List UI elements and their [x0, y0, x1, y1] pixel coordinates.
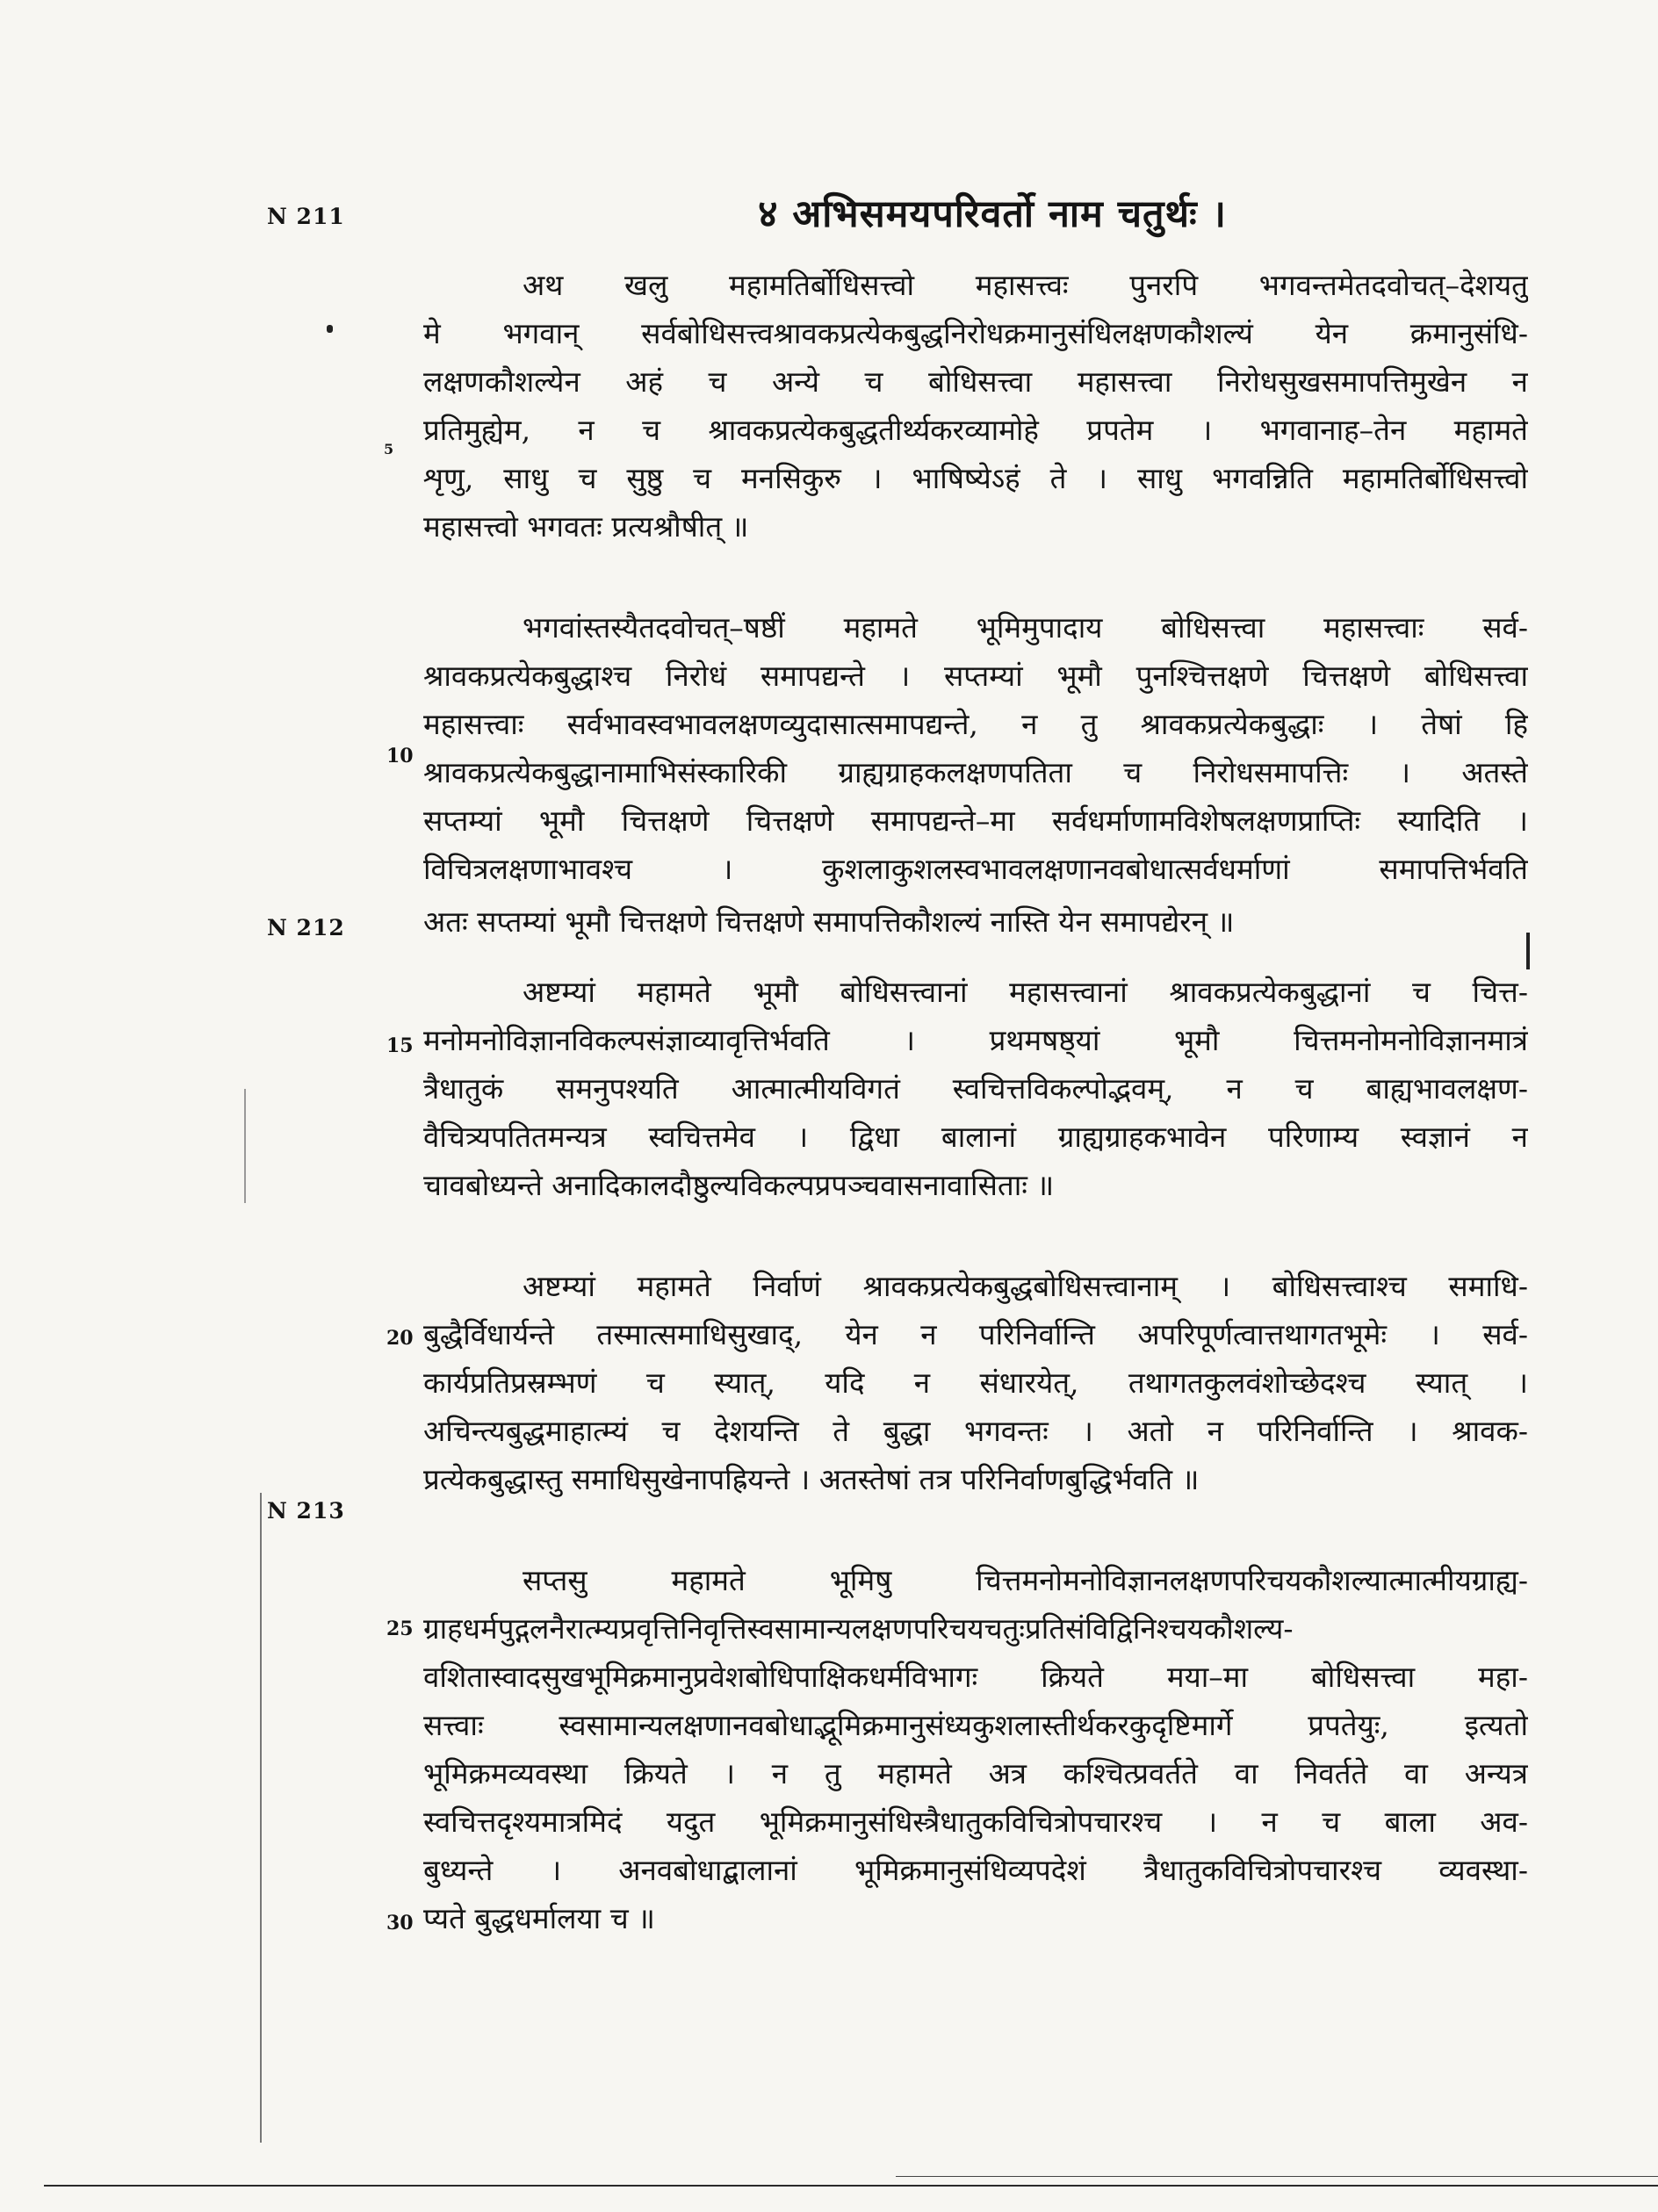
- margin-scan-stroke: [244, 1089, 246, 1203]
- text-line: स्वचित्तदृश्यमात्रमिदं यदुत भूमिक्रमानुसंधिस्त्रैधातुकविचित्रोपचारश्च । न च बाला अव-: [423, 1805, 1528, 1839]
- line-number-10: 10: [386, 745, 414, 767]
- text-line: त्रैधातुकं समनुपश्यति आत्मात्मीयविगतं स्वचित्तविकल्पोद्भवम्, न च बाह्यभावलक्षण-: [423, 1071, 1528, 1106]
- text-line: कार्यप्रतिप्रस्रम्भणं च स्यात्, यदि न संधारयेत्, तथागतकुलवंशोच्छेदश्च स्यात् ।: [423, 1365, 1528, 1400]
- margin-dot-mark: [327, 325, 333, 333]
- text-line: वैचित्र्यपतितमन्यत्र स्वचित्तमेव । द्विधा बालानां ग्राह्यग्राहकभावेन परिणाम्य स्वज्ञानं न: [423, 1120, 1528, 1154]
- chapter-heading: ४ अभिसमयपरिवर्तो नाम चतुर्थः ।: [758, 192, 1227, 236]
- page-bottom-rule: [44, 2185, 1658, 2187]
- text-line: श्रावकप्रत्येकबुद्धाश्च निरोधं समापद्यन्ते । सप्तम्यां भूमौ पुनश्चित्तक्षणे चित्तक्षणे बोधिसत्त्वा: [423, 659, 1528, 693]
- text-line: लक्षणकौशल्येन अहं च अन्ये च बोधिसत्त्वा महासत्त्वा निरोधसुखसमापत्तिमुखेन न: [423, 364, 1528, 399]
- margin-reference-n211: N 211: [267, 204, 345, 229]
- text-line: प्यते बुद्धधर्मालया च ॥: [423, 1901, 655, 1935]
- text-line: अतः सप्तम्यां भूमौ चित्तक्षणे चित्तक्षणे समापत्तिकौशल्यं नास्ति येन समापद्येरन् ॥: [423, 904, 1235, 939]
- text-line: बुद्धैर्विधार्यन्ते तस्मात्समाधिसुखाद्, येन न परिनिर्वान्ति अपरिपूर्णत्वात्तथागतभूमेः । सर्व-: [423, 1317, 1528, 1351]
- margin-reference-n212: N 212: [267, 915, 345, 940]
- text-line: अष्टम्यां महामते भूमौ बोधिसत्त्वानां महासत्त्वानां श्रावकप्रत्येकबुद्धानां च चित्त-: [523, 975, 1528, 1009]
- margin-scan-stroke-long: [260, 1493, 262, 2143]
- text-line: वशितास्वादसुखभूमिक्रमानुप्रवेशबोधिपाक्षिकधर्मविभागः क्रियते मया–मा बोधिसत्त्वा महा-: [423, 1660, 1528, 1694]
- text-line: अचिन्त्यबुद्धमाहात्म्यं च देशयन्ति ते बुद्धा भगवन्तः । अतो न परिनिर्वान्ति । श्रावक-: [423, 1414, 1528, 1448]
- page-bottom-rule-thin: [896, 2176, 1658, 2177]
- line-number-30: 30: [386, 1912, 414, 1935]
- text-line: बुध्यन्ते । अनवबोधाद्बालानां भूमिक्रमानुसंधिव्यपदेशं त्रैधातुकविचित्रोपचारश्च व्यवस्था-: [423, 1853, 1528, 1887]
- text-line: ग्राहधर्मपुद्गलनैरात्म्यप्रवृत्तिनिवृत्तिस्वसामान्यलक्षणपरिचयचतुःप्रतिसंविद्विनिश्चयकौशल्य-: [423, 1611, 1294, 1646]
- margin-reference-n213: N 213: [267, 1498, 345, 1524]
- text-line: प्रत्येकबुद्धास्तु समाधिसुखेनापह्रियन्ते । अतस्तेषां तत्र परिनिर्वाणबुद्धिर्भवति ॥: [423, 1462, 1200, 1496]
- text-line: महासत्त्वाः सर्वभावस्वभावलक्षणव्युदासात्समापद्यन्ते, न तु श्रावकप्रत्येकबुद्धाः । तेषां हि: [423, 707, 1528, 741]
- text-line: चावबोध्यन्ते अनादिकालदौष्ठुल्यविकल्पप्रपञ्चवासनावासिताः ॥: [423, 1168, 1055, 1202]
- text-line: श्रावकप्रत्येकबुद्धानामाभिसंस्कारिकी ग्राह्यग्राहकलक्षणपतिता च निरोधसमापत्तिः । अतस्ते: [423, 755, 1528, 789]
- text-line: प्रतिमुह्येम, न च श्रावकप्रत्येकबुद्धतीर्थ्यकरव्यामोहे प्रपतेम । भगवानाह–तेन महामते: [423, 413, 1528, 447]
- text-line: महासत्त्वो भगवतः प्रत्यश्रौषीत् ॥: [423, 509, 749, 544]
- text-line: भूमिक्रमव्यवस्था क्रियते । न तु महामते अत्र कश्चित्प्रवर्तते वा निवर्तते वा अन्यत्र: [423, 1756, 1528, 1790]
- line-number-25: 25: [386, 1618, 414, 1640]
- text-line: सप्तसु महामते भूमिषु चित्तमनोमनोविज्ञानलक्षणपरिचयकौशल्यात्मात्मीयग्राह्य-: [523, 1563, 1528, 1597]
- text-line: मे भगवान् सर्वबोधिसत्त्वश्रावकप्रत्येकबुद्धनिरोधक्रमानुसंधिलक्षणकौशल्यं येन क्रमानुसंधि-: [423, 316, 1528, 350]
- text-line: अष्टम्यां महामते निर्वाणं श्रावकप्रत्येकबुद्धबोधिसत्त्वानाम् । बोधिसत्त्वाश्च समाधि-: [523, 1269, 1528, 1303]
- text-line: विचित्रलक्षणाभावश्च । कुशलाकुशलस्वभावलक्षणानवबोधात्सर्वधर्माणां समापत्तिर्भवति: [423, 852, 1528, 886]
- text-line: सत्त्वाः स्वसामान्यलक्षणानवबोधाद्भूमिक्रमानुसंध्यकुशलास्तीर्थकरकुदृष्टिमार्गे प्रपतेयुः, इत्यतो: [423, 1708, 1528, 1742]
- text-line: सप्तम्यां भूमौ चित्तक्षणे चित्तक्षणे समापद्यन्ते–मा सर्वधर्माणामविशेषलक्षणप्राप्तिः स्यादिति ।: [423, 803, 1528, 838]
- text-line: अथ खलु महामतिर्बोधिसत्त्वो महासत्त्वः पुनरपि भगवन्तमेतदवोचत्–देशयतु: [523, 268, 1528, 302]
- text-line: भगवांस्तस्यैतदवोचत्–षष्ठीं महामते भूमिमुपादाय बोधिसत्त्वा महासत्त्वाः सर्व-: [523, 610, 1528, 645]
- text-line: मनोमनोविज्ञानविकल्पसंज्ञाव्यावृत्तिर्भवति । प्रथमषष्ठ्यां भूमौ चित्तमनोमनोविज्ञानमात्रं: [423, 1023, 1528, 1057]
- line-number-15: 15: [386, 1034, 414, 1057]
- line-number-20: 20: [386, 1327, 414, 1350]
- text-line: शृणु, साधु च सुष्ठु च मनसिकुरु । भाषिष्येऽहं ते । साधु भगवन्निति महामतिर्बोधिसत्त्वो: [423, 461, 1528, 495]
- line-number-5: 5: [384, 441, 394, 458]
